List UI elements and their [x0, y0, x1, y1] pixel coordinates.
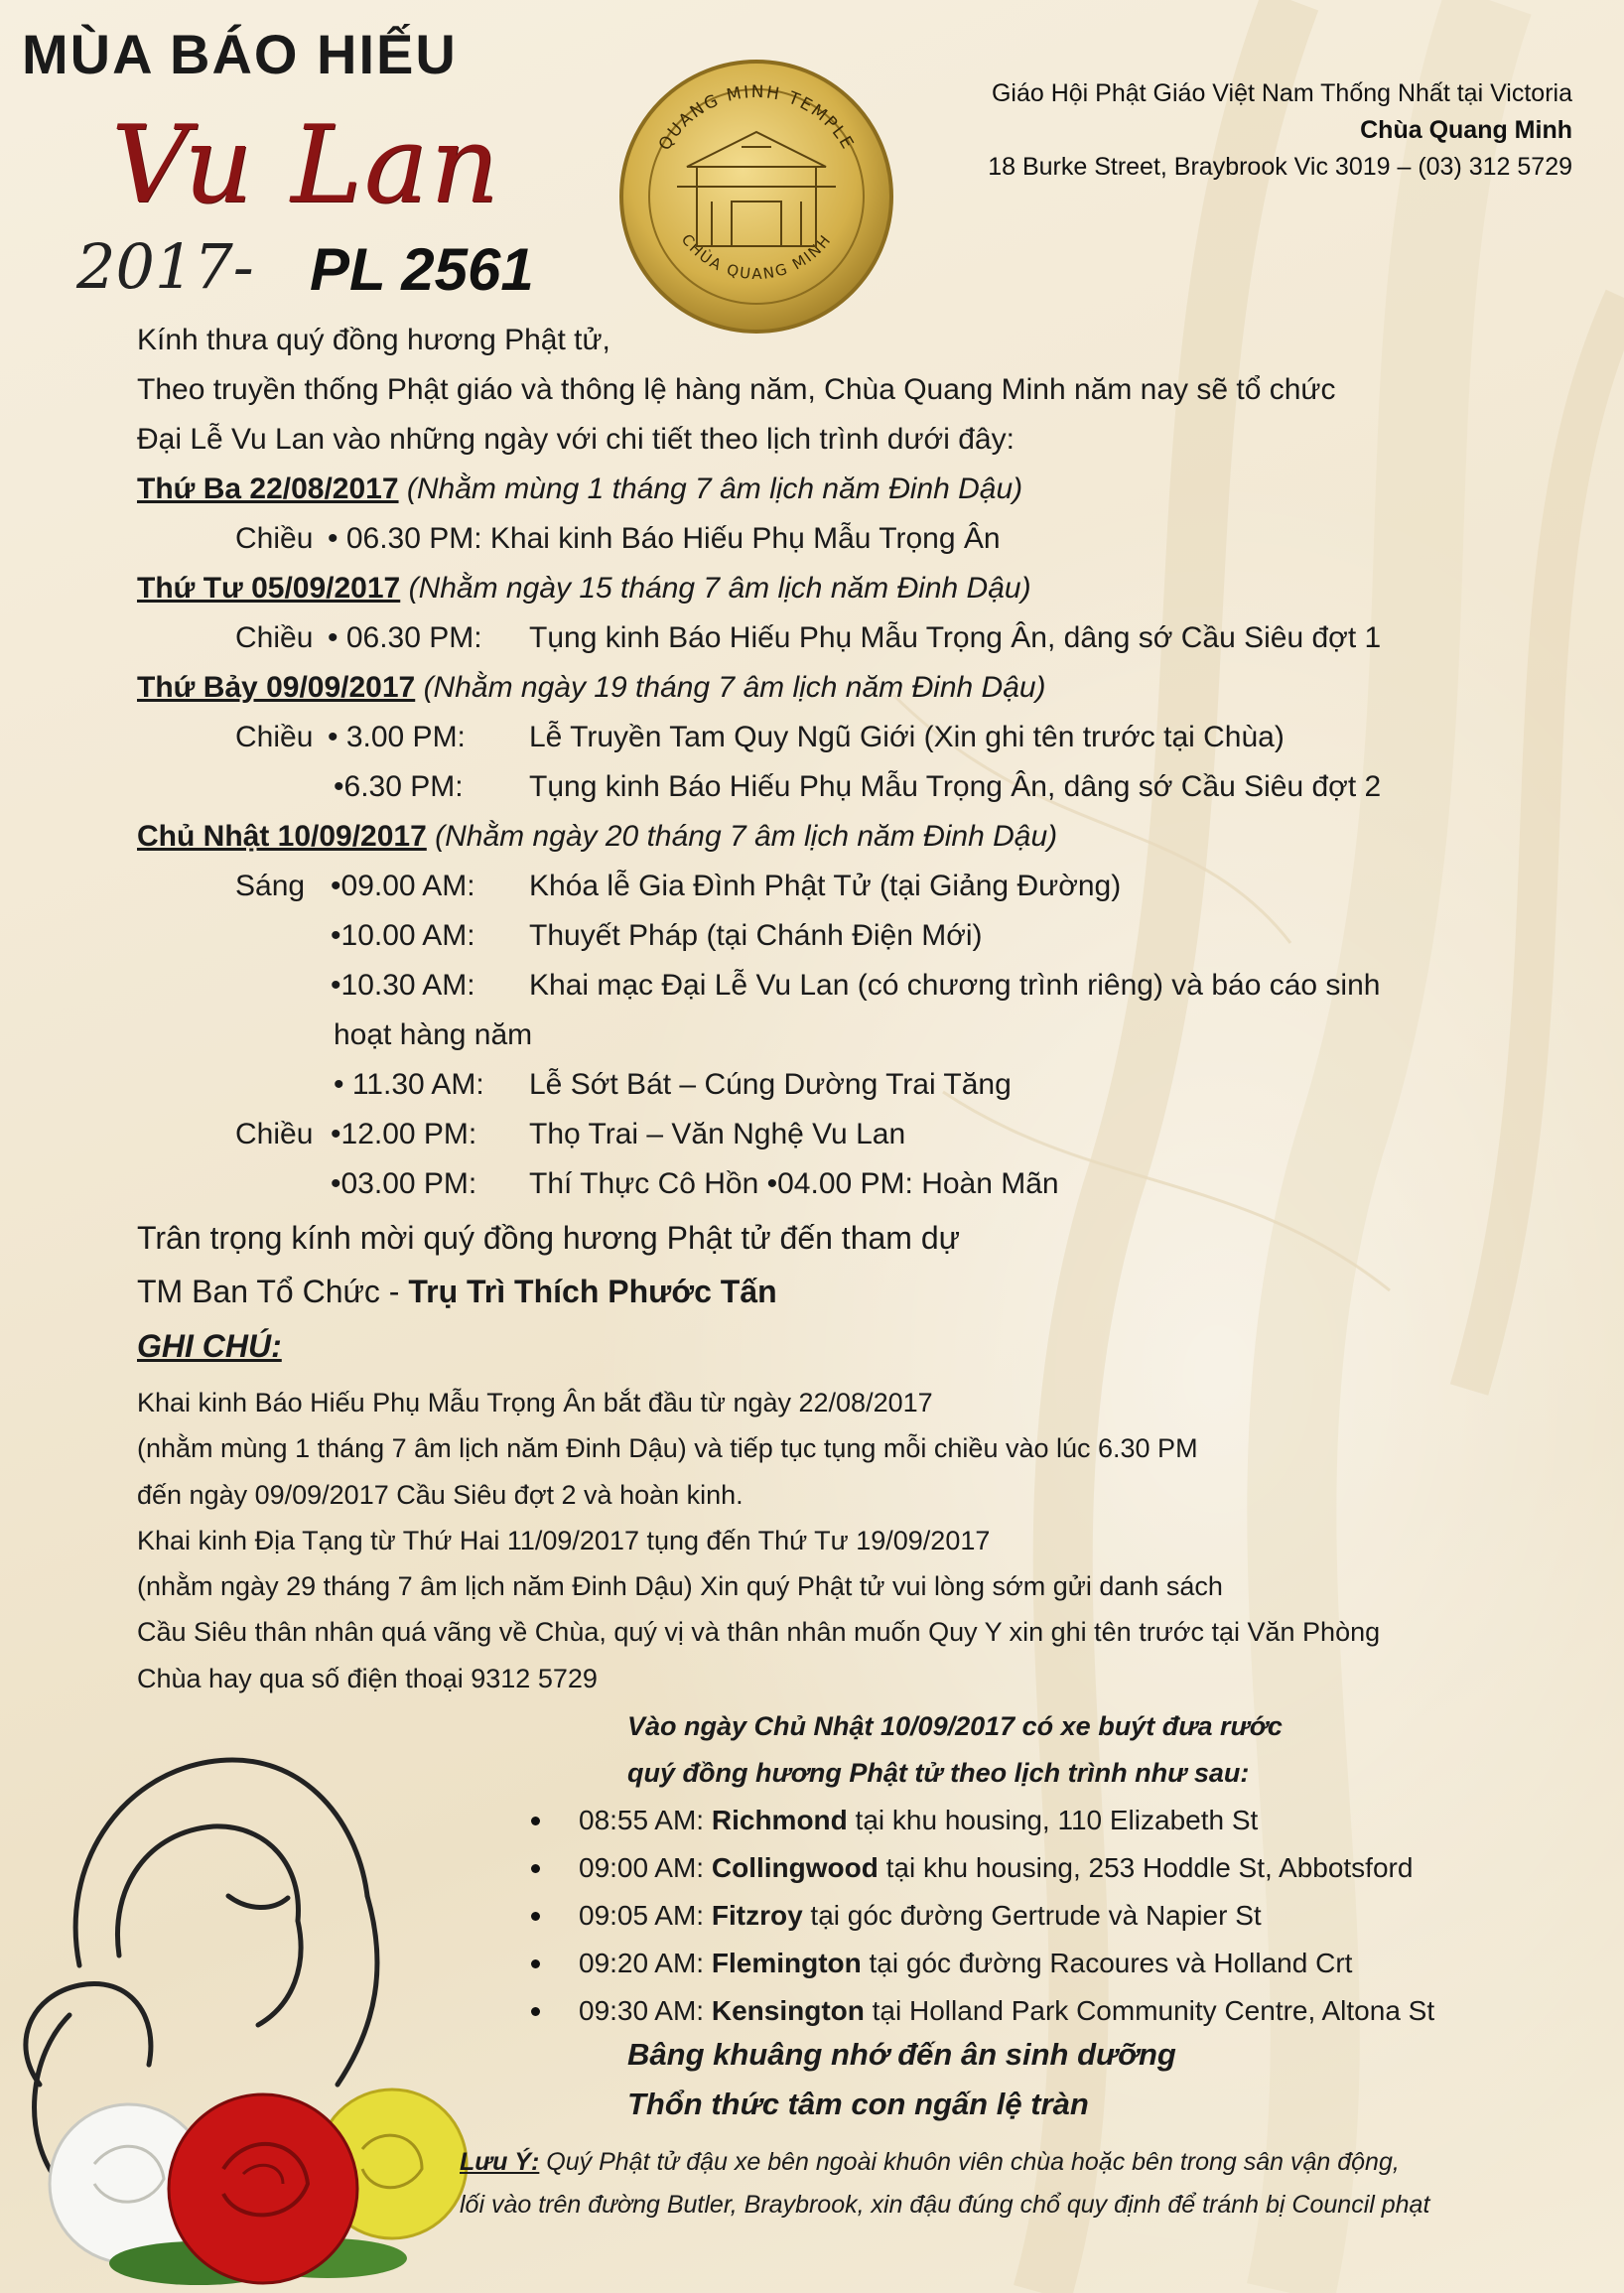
- bus-heading: [627, 1703, 1283, 1797]
- note-line: Cầu Siêu thân nhân quá vãng về Chùa, quý vị và thân nhân muốn Quy Y xin ghi tên trước tại Văn Phòng: [137, 1617, 1381, 1648]
- stop-place: Kensington: [711, 1995, 865, 2026]
- list-item: [531, 1987, 1434, 2035]
- schedule-time: •09.00 AM:: [331, 870, 475, 902]
- schedule-desc: Khai mạc Đại Lễ Vu Lan (có chương trình riêng) và báo cáo sinh: [529, 969, 1381, 1002]
- stop-detail: tại góc đường Racoures và Holland Crt: [861, 1948, 1353, 1978]
- period-label: Chiều: [235, 1118, 314, 1150]
- schedule-row: [137, 862, 1507, 911]
- parking-note-line2: lối vào trên đường Butler, Braybrook, xin đậu đúng chổ quy định để tránh bị Council phạt: [460, 2191, 1430, 2219]
- day-2-heading: [137, 564, 1507, 613]
- title-pl: PL 2561: [310, 236, 534, 303]
- schedule-desc: Tụng kinh Báo Hiếu Phụ Mẫu Trọng Ân, dâng sớ Cầu Siêu đợt 2: [529, 770, 1382, 803]
- schedule-desc: Tụng kinh Báo Hiếu Phụ Mẫu Trọng Ân, dâng sớ Cầu Siêu đợt 1: [529, 621, 1382, 654]
- seal-bottom-text: CHÙA QUANG MINH: [677, 230, 836, 284]
- main-body: [137, 316, 1507, 1316]
- schedule-time: •03.00 PM:: [331, 1167, 477, 1200]
- header-title: [22, 22, 637, 303]
- schedule-time: • 11.30 AM:: [334, 1068, 484, 1101]
- schedule-time: •10.00 AM:: [331, 919, 475, 952]
- schedule-row: [137, 961, 1507, 1011]
- verse: [627, 2030, 1176, 2129]
- stop-time: 09:20 AM:: [579, 1948, 712, 1978]
- schedule-row: [137, 762, 1507, 812]
- note-line: Khai kinh Địa Tạng từ Thứ Hai 11/09/2017 tụng đến Thứ Tư 19/09/2017: [137, 1525, 991, 1555]
- temple-seal-logo: [617, 58, 895, 336]
- bus-line1: Vào ngày Chủ Nhật 10/09/2017 có xe buýt đưa rước: [627, 1711, 1283, 1741]
- schedule-time: •6.30 PM:: [334, 770, 464, 803]
- period-label: Chiều: [235, 721, 314, 753]
- stop-detail: tại khu housing, 110 Elizabeth St: [847, 1805, 1259, 1835]
- schedule-desc: Thuyết Pháp (tại Chánh Điện Mới): [529, 919, 983, 952]
- list-item: [531, 1844, 1434, 1892]
- day-1-lunar: (Nhằm mùng 1 tháng 7 âm lịch năm Đinh Dậu): [398, 472, 1023, 505]
- stop-time: 09:00 AM:: [579, 1852, 712, 1883]
- schedule-desc-continued: hoạt hàng năm: [334, 1018, 533, 1051]
- period-label: Sáng: [235, 870, 306, 902]
- seal-top-text: QUANG MINH TEMPLE: [654, 81, 859, 155]
- period-label: Chiều: [235, 621, 314, 654]
- day-2-date: Thứ Tư 05/09/2017: [137, 572, 401, 605]
- signature: [137, 1267, 1507, 1316]
- org-line3: 18 Burke Street, Braybrook Vic 3019 – (03) 312 5729: [988, 153, 1572, 181]
- day-3-lunar: (Nhằm ngày 19 tháng 7 âm lịch năm Đinh Dậu): [415, 671, 1046, 704]
- schedule-desc: Khóa lễ Gia Đình Phật Tử (tại Giảng Đường): [529, 870, 1122, 902]
- intro-p2: Đại Lễ Vu Lan vào những ngày với chi tiết theo lịch trình dưới đây:: [137, 423, 1015, 456]
- list-item: [531, 1892, 1434, 1940]
- schedule-desc: Thọ Trai – Văn Nghệ Vu Lan: [529, 1118, 906, 1150]
- org-line1: Giáo Hội Phật Giáo Việt Nam Thống Nhất tại Victoria: [991, 79, 1572, 107]
- schedule-row: [137, 1159, 1507, 1209]
- stop-time: 09:05 AM:: [579, 1900, 712, 1931]
- stop-time: 09:30 AM:: [579, 1995, 712, 2026]
- schedule-row: [137, 1060, 1507, 1110]
- signature-prefix: TM Ban Tổ Chức -: [137, 1274, 409, 1309]
- list-item: [531, 1797, 1434, 1844]
- stop-place: Fitzroy: [711, 1900, 803, 1931]
- schedule-row: [137, 613, 1507, 663]
- title-script: Vu Lan: [111, 103, 501, 227]
- notes-title: GHI CHÚ:: [137, 1328, 282, 1364]
- day-2-lunar: (Nhằm ngày 15 tháng 7 âm lịch năm Đinh Dậu): [400, 572, 1031, 605]
- organization-info: [988, 75, 1572, 186]
- note-line: (nhằm mùng 1 tháng 7 âm lịch năm Đinh Dậu) và tiếp tục tụng mỗi chiều vào lúc 6.30 PM: [137, 1433, 1198, 1464]
- parking-note-label: Lưu Ý:: [460, 2148, 540, 2176]
- schedule-row: [137, 1110, 1507, 1159]
- stop-place: Collingwood: [711, 1852, 879, 1883]
- greeting: Kính thưa quý đồng hương Phật tử,: [137, 324, 610, 356]
- day-1-heading: [137, 465, 1507, 514]
- schedule-time: • 06.30 PM: Khai kinh Báo Hiếu Phụ Mẫu Trọng Ân: [328, 522, 1001, 555]
- schedule-desc: Lễ Sớt Bát – Cúng Dường Trai Tăng: [529, 1068, 1012, 1101]
- schedule-desc: Lễ Truyền Tam Quy Ngũ Giới (Xin ghi tên trước tại Chùa): [529, 721, 1285, 753]
- day-3-date: Thứ Bảy 09/09/2017: [137, 671, 416, 704]
- notes-block: [137, 1380, 1507, 1701]
- bus-stops-list: [531, 1797, 1434, 2035]
- parking-note-line1: [460, 2141, 1429, 2184]
- schedule-row: [137, 514, 1507, 564]
- schedule-desc: Thí Thực Cô Hồn •04.00 PM: Hoàn Mãn: [529, 1167, 1059, 1200]
- schedule-row: [137, 713, 1507, 762]
- stop-detail: tại góc đường Gertrude và Napier St: [802, 1900, 1262, 1931]
- signature-name: Trụ Trì Thích Phước Tấn: [408, 1274, 777, 1309]
- note-line: (nhằm ngày 29 tháng 7 âm lịch năm Đinh Dậu) Xin quý Phật tử vui lòng sớm gửi danh sách: [137, 1571, 1223, 1602]
- schedule-time: •10.30 AM:: [331, 969, 475, 1002]
- note-line: đến ngày 09/09/2017 Cầu Siêu đợt 2 và hoàn kinh.: [137, 1479, 744, 1510]
- verse-line2: Thổn thức tâm con ngấn lệ tràn: [627, 2087, 1089, 2121]
- parking-note: [460, 2141, 1429, 2226]
- note-line: Chùa hay qua số điện thoại 9312 5729: [137, 1663, 598, 1693]
- org-line2: Chùa Quang Minh: [1360, 116, 1572, 144]
- day-4-lunar: (Nhằm ngày 20 tháng 7 âm lịch năm Đinh Dậu): [426, 820, 1058, 853]
- day-3-heading: [137, 663, 1507, 713]
- period-label: Chiều: [235, 522, 314, 555]
- stop-time: 08:55 AM:: [579, 1805, 712, 1835]
- schedule-time: •12.00 PM:: [331, 1118, 477, 1150]
- bus-line2: quý đồng hương Phật tử theo lịch trình như sau:: [627, 1758, 1250, 1788]
- intro-p1: Theo truyền thống Phật giáo và thông lệ hàng năm, Chùa Quang Minh năm nay sẽ tổ chức: [137, 373, 1336, 406]
- schedule-row: [137, 911, 1507, 961]
- day-4-date: Chủ Nhật 10/09/2017: [137, 820, 427, 853]
- invitation: Trân trọng kính mời quý đồng hương Phật tử đến tham dự: [137, 1220, 961, 1256]
- stop-detail: tại khu housing, 253 Hoddle St, Abbotsford: [878, 1852, 1414, 1883]
- schedule-time: • 3.00 PM:: [328, 721, 466, 753]
- stop-place: Flemington: [711, 1948, 862, 1978]
- parking-note-text1: Quý Phật tử đậu xe bên ngoài khuôn viên chùa hoặc bên trong sân vận động,: [539, 2148, 1400, 2176]
- title-year: 2017-: [76, 230, 254, 303]
- schedule-time: • 06.30 PM:: [328, 621, 482, 654]
- red-rose: [169, 2094, 357, 2283]
- day-1-date: Thứ Ba 22/08/2017: [137, 472, 399, 505]
- title-top: MÙA BÁO HIẾU: [22, 23, 458, 85]
- day-4-heading: [137, 812, 1507, 862]
- stop-place: Richmond: [711, 1805, 848, 1835]
- list-item: [531, 1940, 1434, 1987]
- verse-line1: Bâng khuâng nhớ đến ân sinh dưỡng: [627, 2037, 1176, 2072]
- schedule-row: [137, 1011, 1507, 1060]
- stop-detail: tại Holland Park Community Centre, Altona St: [864, 1995, 1435, 2026]
- note-line: Khai kinh Báo Hiếu Phụ Mẫu Trọng Ân bắt đầu từ ngày 22/08/2017: [137, 1388, 933, 1417]
